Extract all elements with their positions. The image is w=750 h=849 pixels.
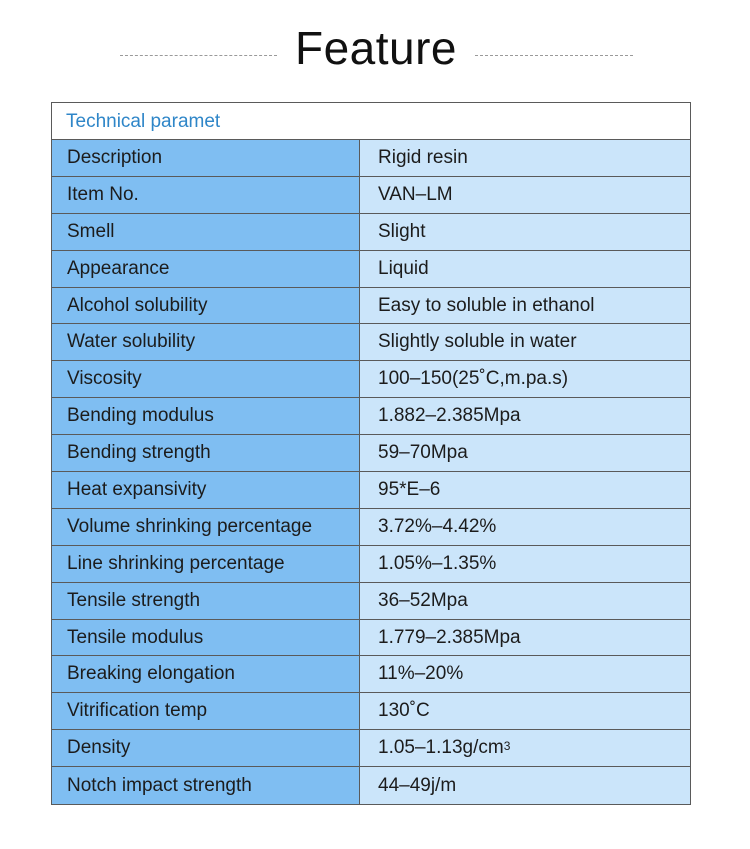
table-row — [52, 361, 690, 398]
parameter-name: Heat expansivity — [52, 472, 360, 508]
parameter-name: Notch impact strength — [52, 767, 360, 804]
table-row — [52, 288, 690, 325]
parameter-name: Bending modulus — [52, 398, 360, 434]
parameter-value — [360, 620, 690, 656]
parameter-value — [360, 693, 690, 729]
technical-parameters-table — [51, 102, 691, 805]
parameter-value-text: Rigid resin — [378, 146, 468, 168]
parameter-name: Tensile strength — [52, 583, 360, 619]
parameter-value — [360, 140, 690, 176]
parameter-name: Density — [52, 730, 360, 766]
parameter-value — [360, 509, 690, 545]
parameter-value-text: 1.882–2.385Mpa — [378, 405, 521, 427]
parameter-value-text: 44–49j/m — [378, 774, 457, 796]
parameter-value-text: 100–150(25˚C,m.pa.s) — [378, 368, 569, 390]
parameter-value-text: 11%–20% — [378, 663, 464, 685]
parameter-value-text: Easy to soluble in ethanol — [378, 294, 595, 316]
table-row — [52, 620, 690, 657]
parameter-name: Bending strength — [52, 435, 360, 471]
unit-superscript: 3 — [503, 739, 511, 754]
table-row — [52, 730, 690, 767]
parameter-name: Item No. — [52, 177, 360, 213]
table-row — [52, 435, 690, 472]
parameter-name: Viscosity — [52, 361, 360, 397]
parameter-value — [360, 177, 690, 213]
table-row — [52, 583, 690, 620]
page-title: Feature — [294, 22, 458, 74]
table-row — [52, 509, 690, 546]
table-row — [52, 472, 690, 509]
page-header — [0, 18, 750, 82]
parameter-name: Volume shrinking percentage — [52, 509, 360, 545]
parameter-name: Vitrification temp — [52, 693, 360, 729]
parameter-name: Smell — [52, 214, 360, 250]
parameter-value — [360, 767, 690, 804]
left-dashed-divider — [120, 55, 277, 56]
parameter-name: Water solubility — [52, 324, 360, 360]
parameter-value — [360, 288, 690, 324]
parameter-value-text: 3.72%–4.42% — [378, 515, 497, 537]
right-dashed-divider — [475, 55, 633, 56]
parameter-value-text: Liquid — [378, 257, 429, 279]
table-row — [52, 140, 690, 177]
table-row — [52, 767, 690, 804]
parameter-name: Appearance — [52, 251, 360, 287]
table-row — [52, 324, 690, 361]
parameter-name: Tensile modulus — [52, 620, 360, 656]
parameter-value-text: 95*E–6 — [378, 478, 441, 500]
parameter-value — [360, 435, 690, 471]
parameter-name: Line shrinking percentage — [52, 546, 360, 582]
table-row — [52, 398, 690, 435]
table-row — [52, 251, 690, 288]
parameter-name: Description — [52, 140, 360, 176]
parameter-value — [360, 730, 690, 766]
parameter-value — [360, 251, 690, 287]
parameter-name: Alcohol solubility — [52, 288, 360, 324]
table-body — [52, 140, 690, 804]
parameter-value-text: 1.05%–1.35% — [378, 552, 497, 574]
parameter-value-text: Slightly soluble in water — [378, 331, 577, 353]
parameter-value — [360, 324, 690, 360]
parameter-name: Breaking elongation — [52, 656, 360, 692]
parameter-value-text: 36–52Mpa — [378, 589, 468, 611]
parameter-value-text: 1.05–1.13g/cm — [378, 737, 504, 759]
table-row — [52, 656, 690, 693]
table-row — [52, 693, 690, 730]
table-row — [52, 546, 690, 583]
table-row — [52, 214, 690, 251]
table-row — [52, 177, 690, 214]
parameter-value-text: 1.779–2.385Mpa — [378, 626, 521, 648]
parameter-value-text: 130˚C — [378, 700, 430, 722]
parameter-value — [360, 361, 690, 397]
parameter-value — [360, 472, 690, 508]
parameter-value-text: Slight — [378, 220, 426, 242]
parameter-value — [360, 546, 690, 582]
table-heading: Technical paramet — [52, 103, 690, 140]
parameter-value-text: 59–70Mpa — [378, 442, 468, 464]
parameter-value — [360, 398, 690, 434]
parameter-value — [360, 656, 690, 692]
parameter-value — [360, 214, 690, 250]
parameter-value-text: VAN–LM — [378, 183, 453, 205]
parameter-value — [360, 583, 690, 619]
